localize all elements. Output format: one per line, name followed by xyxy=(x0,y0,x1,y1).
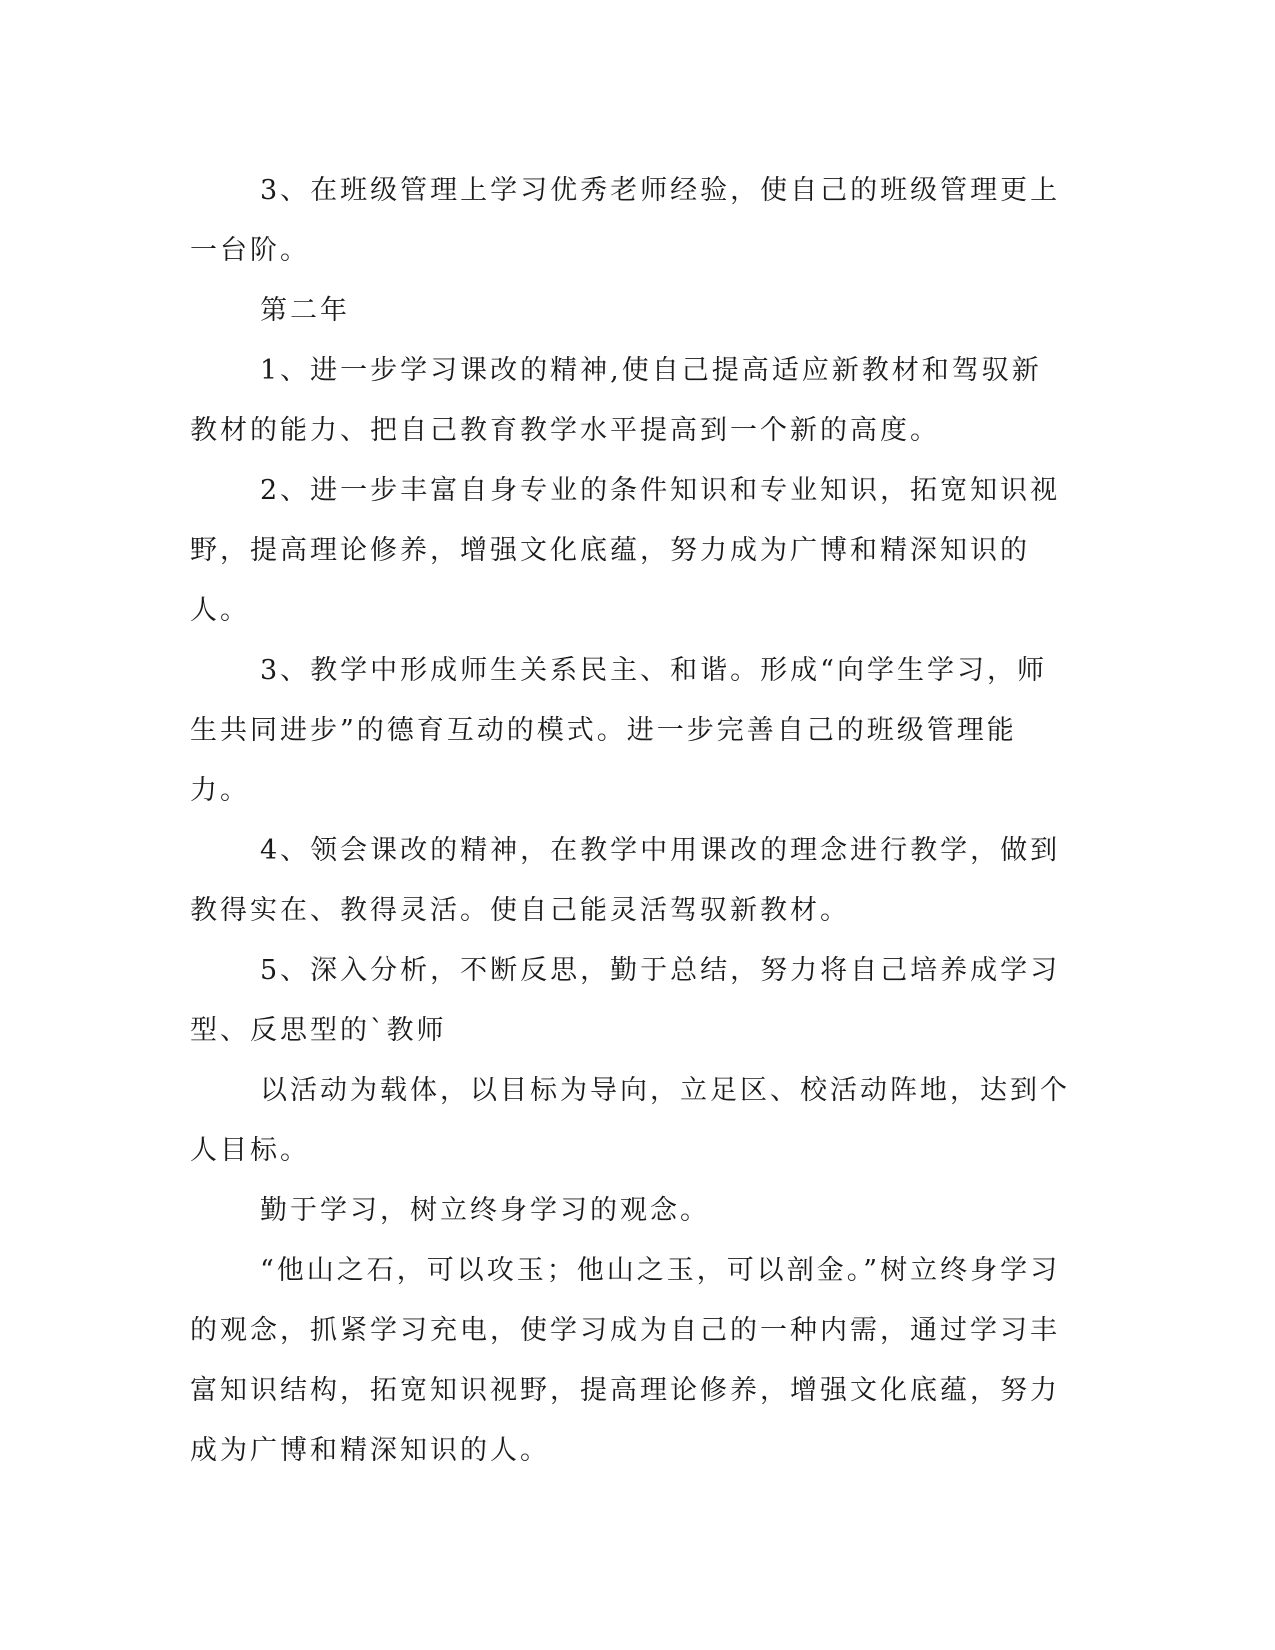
document-body xyxy=(190,161,1070,1481)
paragraph-reflective-teacher: 5、深入分析，不断反思，勤于总结，努力将自己培养成学习型、反思型的`教师 xyxy=(190,955,1061,1046)
paragraph-curriculum-reform: 1、进一步学习课改的精神,使自己提高适应新教材和驾驭新教材的能力、把自己教育教学水平提高到一个新的高度。 xyxy=(190,355,1042,446)
paragraph-lifelong-learning-heading: 勤于学习，树立终身学习的观念。 xyxy=(260,1195,710,1226)
section-heading-second-year: 第二年 xyxy=(260,295,350,326)
paragraph-reform-in-teaching: 4、领会课改的精神，在教学中用课改的理念进行教学，做到教得实在、教得灵活。使自己能灵活驾驭新教材。 xyxy=(190,835,1061,926)
paragraph-class-management-goal: 3、在班级管理上学习优秀老师经验，使自己的班级管理更上一台阶。 xyxy=(190,175,1061,266)
paragraph-teacher-student-relations: 3、教学中形成师生关系民主、和谐。形成“向学生学习，师生共同进步”的德育互动的模式。进一步完善自己的班级管理能力。 xyxy=(190,655,1047,806)
paragraph-lifelong-learning: “他山之石，可以攻玉；他山之玉，可以剖金。”树立终身学习的观念，抓紧学习充电，使学习成为自己的一种内需，通过学习丰富知识结构，拓宽知识视野，提高理论修养，增强文化底蕴，努力成为广博和精深知识的人。 xyxy=(190,1255,1061,1466)
paragraph-professional-knowledge: 2、进一步丰富自身专业的条件知识和专业知识，拓宽知识视野，提高理论修养，增强文化底蕴，努力成为广博和精深知识的人。 xyxy=(190,475,1061,626)
paragraph-activity-carrier: 以活动为载体，以目标为导向，立足区、校活动阵地，达到个人目标。 xyxy=(190,1075,1070,1166)
